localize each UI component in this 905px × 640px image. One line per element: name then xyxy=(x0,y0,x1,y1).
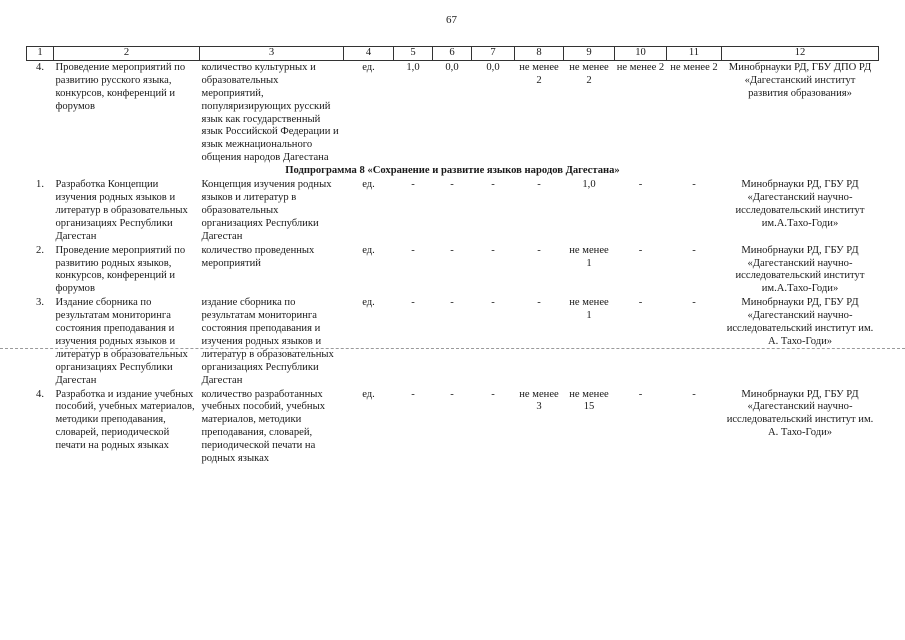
value-col-8: - xyxy=(537,244,541,256)
value-col-9: не менее 15 xyxy=(569,388,609,413)
value-col-6: - xyxy=(450,388,454,400)
value-col-9: не менее 1 xyxy=(569,244,609,269)
value-col-8: не менее 3 xyxy=(519,388,559,413)
header-col-11: 11 xyxy=(667,47,722,61)
activity-name: Проведение мероприятий по развитию русского языка, конкурсов, конференций и форумов xyxy=(55,61,186,112)
header-col-8: 8 xyxy=(515,47,564,61)
value-col-8: - xyxy=(537,297,541,309)
header-col-5: 5 xyxy=(394,47,433,61)
value-col-7: - xyxy=(491,297,495,309)
table-row xyxy=(27,388,879,466)
header-col-7: 7 xyxy=(472,47,515,61)
indicator: количество проведенных мероприятий xyxy=(201,244,315,269)
value-col-6: 0,0 xyxy=(445,61,459,73)
value-col-5: - xyxy=(411,388,415,400)
header-col-3: 3 xyxy=(200,47,344,61)
subprogram-title: Подпрограмма 8 «Сохранение и развитие языков народов Дагестана» xyxy=(285,165,620,177)
unit: ед. xyxy=(362,244,375,256)
value-col-8: - xyxy=(537,179,541,191)
value-col-7: 0,0 xyxy=(486,61,500,73)
header-col-9: 9 xyxy=(564,47,615,61)
value-col-6: - xyxy=(450,244,454,256)
value-col-11: - xyxy=(692,179,696,191)
indicator: количество культурных и образовательных мероприятий, популяризирующих русский язык как государственный язык Российской Федерации и язык межнационального общения народов Дагестана xyxy=(201,61,339,164)
row-number: 1. xyxy=(36,179,44,191)
value-col-8: не менее 2 xyxy=(519,61,559,86)
responsible-org: Минобрнауки РД, ГБУ РД «Дагестанский научно-исследовательский институт им.А.Тахо-Годи» xyxy=(735,244,865,295)
value-col-7: - xyxy=(491,179,495,191)
page-number: 67 xyxy=(446,14,457,26)
header-col-4: 4 xyxy=(344,47,394,61)
activity-name: Проведение мероприятий по развитию родных языков, конкурсов, конференций и форумов xyxy=(55,244,186,295)
value-col-10: - xyxy=(638,244,643,256)
header-col-6: 6 xyxy=(433,47,472,61)
value-col-9: 1,0 xyxy=(582,179,596,191)
activity-name: Издание сборника по результатам мониторинга состояния преподавания и изучения родных языков и литератур в образовательных организациях Республики Дагестан xyxy=(55,297,188,386)
header-row xyxy=(27,47,879,61)
value-col-6: - xyxy=(450,297,454,309)
row-number: 4. xyxy=(36,61,44,73)
value-col-11: не менее 2 xyxy=(670,61,718,73)
value-col-11: - xyxy=(692,244,696,256)
table-row xyxy=(27,296,879,387)
activity-name: Разработка Концепции изучения родных языков и литератур в образовательных организациях Республики Дагестан xyxy=(55,179,188,242)
value-col-10: - xyxy=(638,297,643,309)
value-col-5: - xyxy=(411,244,415,256)
value-col-5: 1,0 xyxy=(406,61,420,73)
value-col-10: - xyxy=(638,179,643,191)
responsible-org: Минобрнауки РД, ГБУ РД «Дагестанский научно-исследовательский институт им.А.Тахо-Годи» xyxy=(735,179,865,229)
activity-name: Разработка и издание учебных пособий, учебных материалов, методики преподавания, словарей, периодической печати на родных языках xyxy=(55,388,195,452)
row-number: 3. xyxy=(36,297,44,309)
responsible-org: Минобрнауки РД, ГБУ ДПО РД «Дагестанский институт развития образования» xyxy=(728,61,872,99)
value-col-11: - xyxy=(692,297,696,309)
header-col-10: 10 xyxy=(615,47,667,61)
value-col-7: - xyxy=(491,244,495,256)
value-col-5: - xyxy=(411,297,415,309)
value-col-9: не менее 1 xyxy=(569,297,609,322)
fold-line xyxy=(0,348,905,349)
responsible-org: Минобрнауки РД, ГБУ РД «Дагестанский научно-исследовательский институт им. А. Тахо-Годи» xyxy=(726,388,874,439)
unit: ед. xyxy=(362,179,375,191)
table-row xyxy=(27,60,879,165)
value-col-10: - xyxy=(638,388,643,400)
program-table xyxy=(26,46,879,466)
table-row xyxy=(27,178,879,244)
value-col-6: - xyxy=(450,179,454,191)
value-col-7: - xyxy=(491,388,495,400)
indicator: издание сборника по результатам мониторинга состояния преподавания и изучения родных языков и литератур в образовательных организациях Республики Дагестан xyxy=(201,297,334,386)
row-number: 4. xyxy=(36,388,44,400)
responsible-org: Минобрнауки РД, ГБУ РД «Дагестанский научно-исследовательский институт им. А. Тахо-Годи» xyxy=(726,297,874,347)
header-col-12: 12 xyxy=(722,47,879,61)
header-col-1: 1 xyxy=(27,47,54,61)
unit: ед. xyxy=(362,61,375,73)
value-col-10: не менее 2 xyxy=(616,61,665,73)
unit: ед. xyxy=(362,297,375,309)
table-row xyxy=(27,244,879,297)
header-col-2: 2 xyxy=(54,47,200,61)
row-number: 2. xyxy=(36,244,44,256)
unit: ед. xyxy=(362,388,375,400)
subprogram-row xyxy=(27,165,879,178)
value-col-9: не менее 2 xyxy=(569,61,609,86)
value-col-11: - xyxy=(692,388,696,400)
indicator: количество разработанных учебных пособий, учебных материалов, методики преподавания, словарей, периодической печати на родных языках xyxy=(201,388,326,465)
value-col-5: - xyxy=(411,179,415,191)
indicator: Концепция изучения родных языков и литератур в образовательных организациях Республики Дагестан xyxy=(201,179,332,242)
